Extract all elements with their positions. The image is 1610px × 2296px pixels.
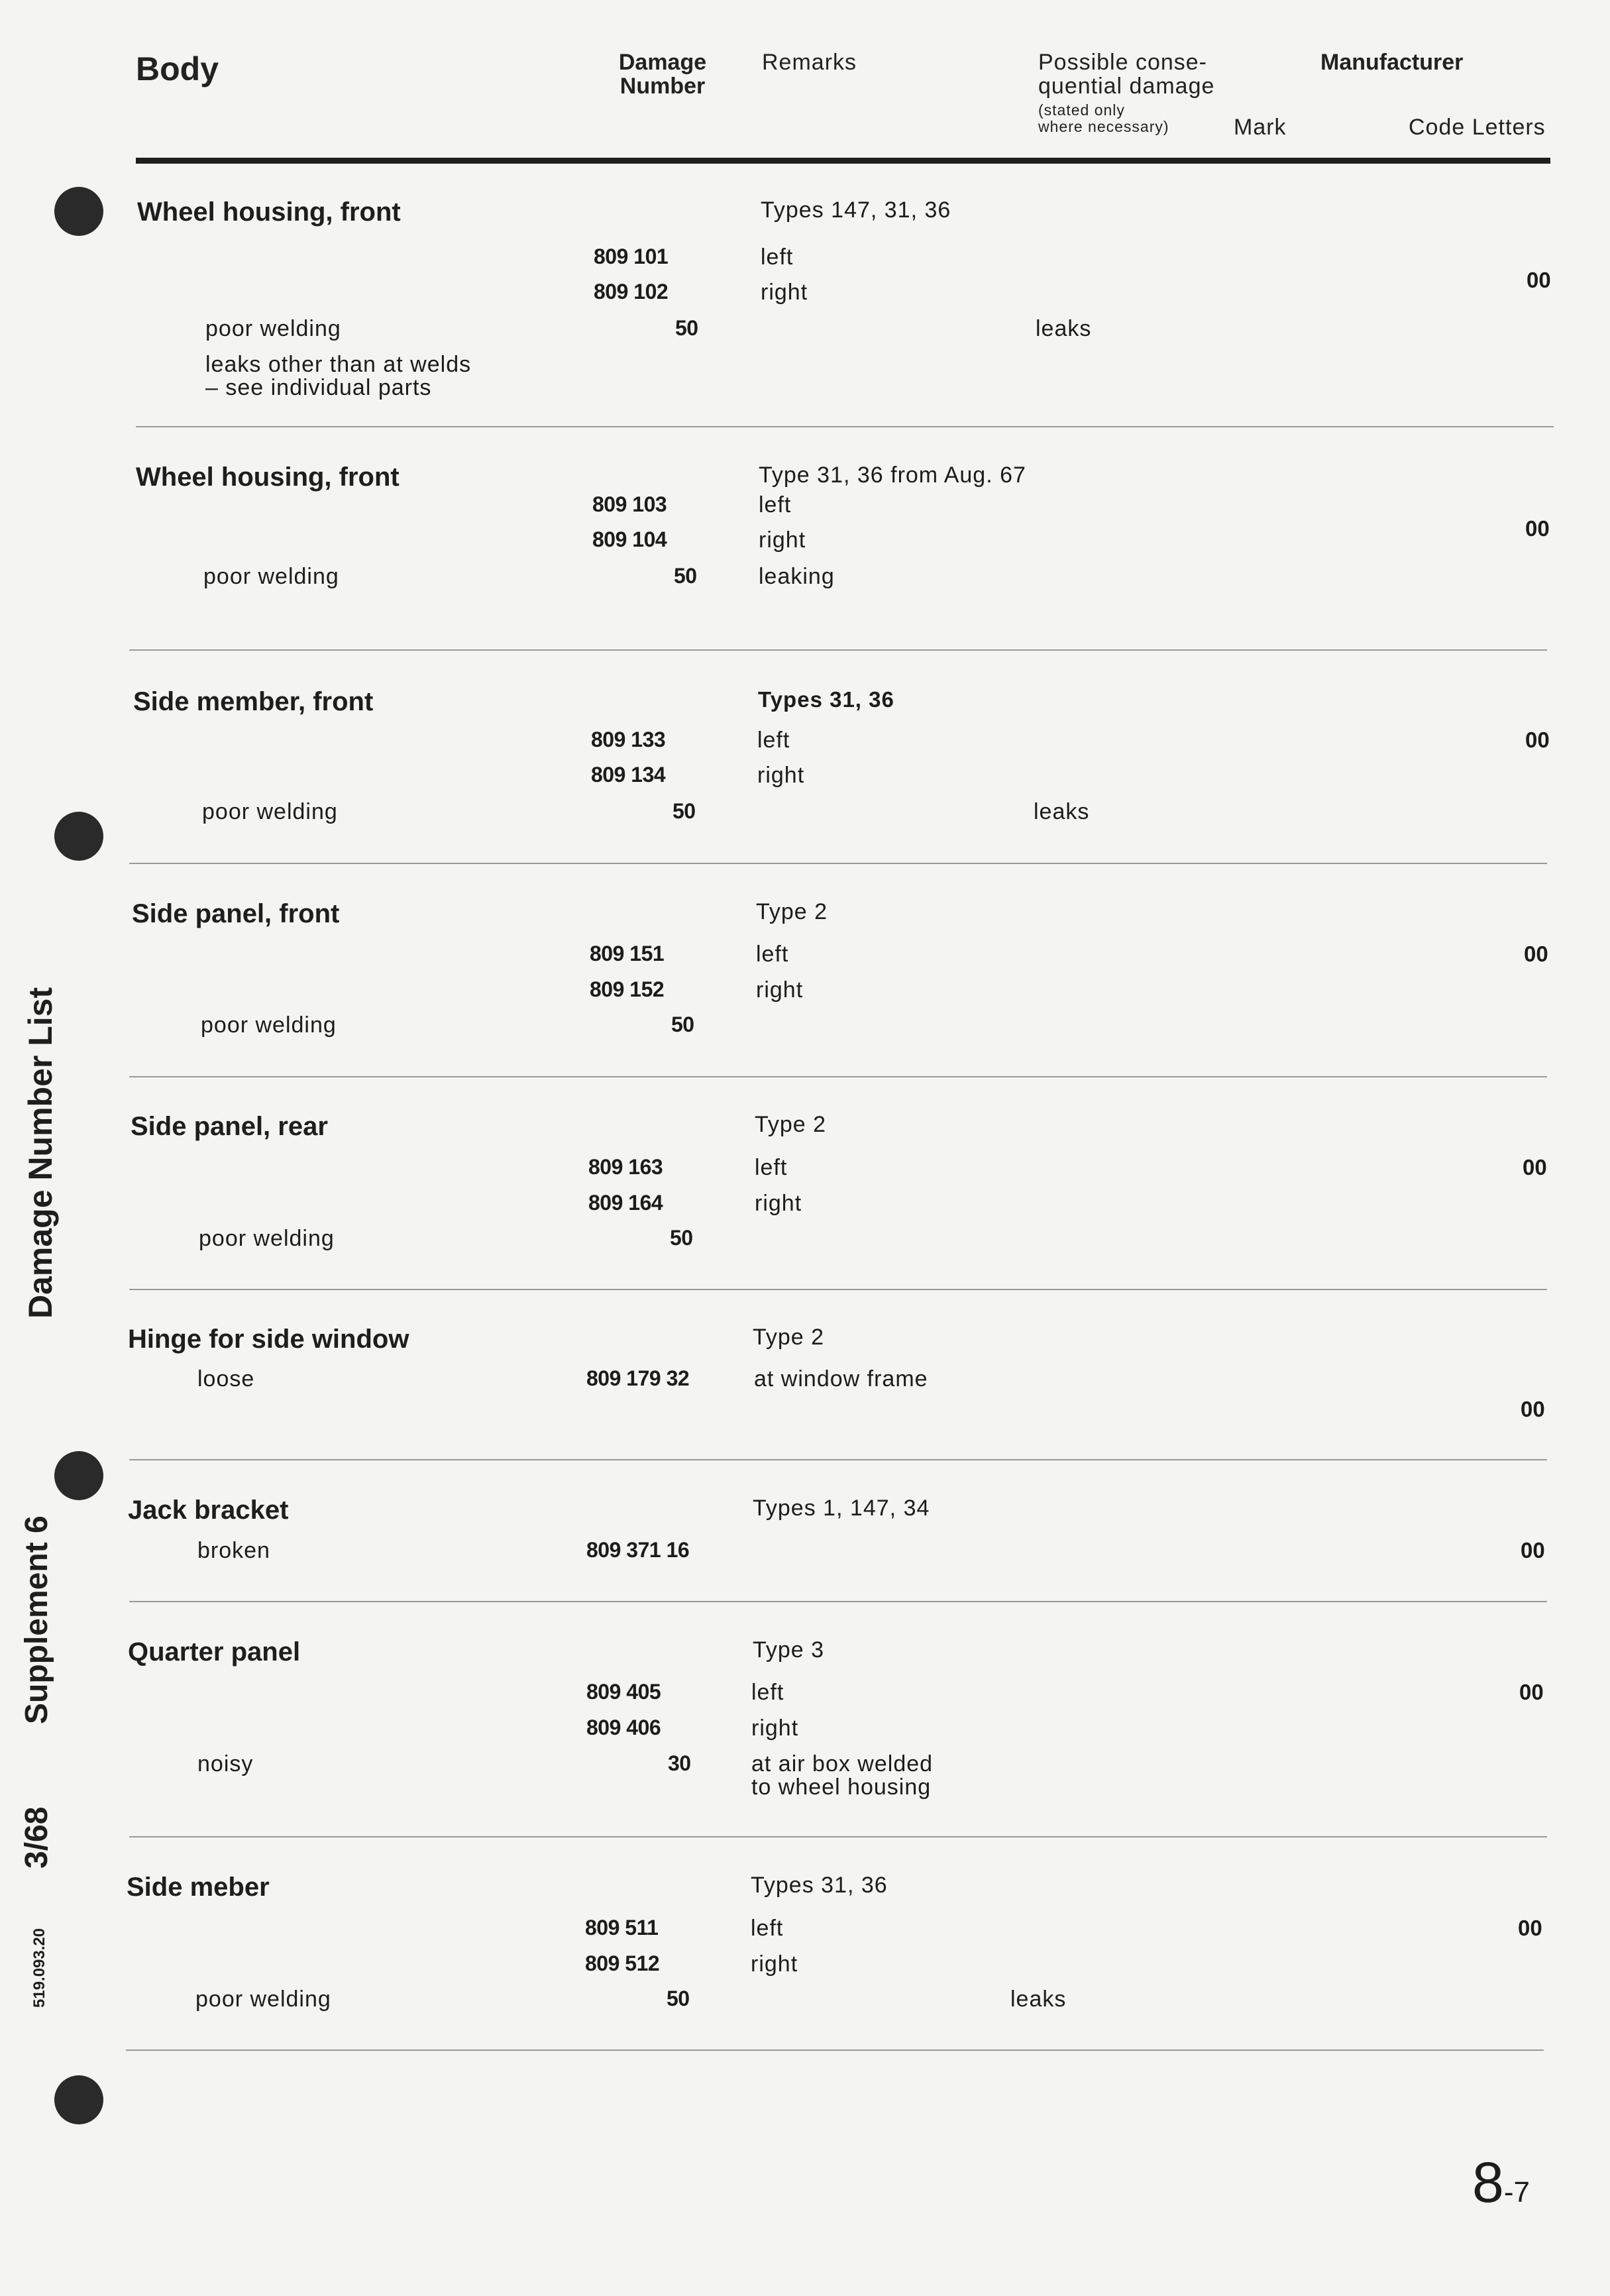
consequential-damage: leaks <box>1010 1987 1067 2012</box>
col-consequential-line2: quential damage <box>1038 74 1215 99</box>
row-remark: right <box>756 977 804 1003</box>
entry-separator <box>129 1076 1547 1077</box>
row-remark: left <box>757 728 790 753</box>
damage-number: 809 512 <box>585 1951 660 1975</box>
entry-remark: Type 3 <box>753 1637 825 1663</box>
punch-hole <box>54 187 103 236</box>
row-remark: left <box>755 1155 788 1180</box>
entry-remark: Types 1, 147, 34 <box>753 1496 930 1521</box>
damage-number: 809 134 <box>591 763 666 787</box>
defect-text: noisy <box>197 1751 254 1777</box>
col-consequential-line1: Possible conse- <box>1038 50 1208 75</box>
damage-number: 809 152 <box>590 977 665 1001</box>
col-damage-number <box>596 50 729 98</box>
defect-remark: at air box welded <box>751 1751 934 1777</box>
defect-text: poor welding <box>203 564 339 589</box>
code-letters: 00 <box>1527 268 1551 292</box>
entry-title: Side panel, rear <box>131 1112 328 1141</box>
code-letters: 00 <box>1519 1680 1544 1704</box>
punch-hole <box>54 812 103 861</box>
header-rule <box>136 158 1550 164</box>
col-code-letters: Code Letters <box>1409 115 1546 140</box>
entry-title: Side member, front <box>133 687 374 716</box>
entry-separator <box>136 426 1554 427</box>
punch-hole <box>54 2075 103 2124</box>
damage-number: 809 406 <box>586 1716 661 1739</box>
code-letters: 00 <box>1518 1916 1542 1940</box>
defect-text: poor welding <box>205 316 341 341</box>
row-remark: right <box>751 1951 798 1977</box>
entry-title: Side meber <box>127 1873 270 1902</box>
consequential-damage: leaks <box>1034 799 1090 824</box>
defect-text: poor welding <box>201 1012 337 1038</box>
consequential-damage: leaks <box>1036 316 1092 341</box>
entry-remark: Type 2 <box>756 899 828 924</box>
entry-separator <box>129 863 1547 864</box>
col-consequential-note1: (stated only <box>1038 101 1125 119</box>
entry-title: Wheel housing, front <box>137 197 401 227</box>
row-remark: left <box>759 492 792 518</box>
code-letters: 00 <box>1524 942 1548 966</box>
entry-separator <box>129 649 1547 651</box>
damage-number: 809 101 <box>594 245 669 268</box>
col-damage-number-line2: Number <box>619 74 706 99</box>
entry-remark: Types 31, 36 <box>758 687 894 712</box>
damage-number: 809 102 <box>594 280 669 303</box>
damage-number: 809 104 <box>592 527 667 551</box>
entry-remark: Types 147, 31, 36 <box>761 197 951 223</box>
damage-number: 809 405 <box>586 1680 661 1704</box>
damage-number: 809 163 <box>588 1155 663 1179</box>
defect-text: poor welding <box>202 799 338 824</box>
defect-text: broken <box>197 1538 270 1563</box>
entry-title: Side panel, front <box>132 899 340 928</box>
damage-number: 809 103 <box>592 492 667 516</box>
defect-remark: leaking <box>759 564 835 589</box>
damage-number: 809 133 <box>591 728 666 751</box>
entry-title: Hinge for side window <box>128 1325 409 1354</box>
row-remark: right <box>751 1716 799 1741</box>
entry-remark: Type 31, 36 from Aug. 67 <box>759 463 1026 488</box>
entry-separator <box>126 2050 1544 2051</box>
defect-text: loose <box>197 1366 255 1392</box>
entry-remark: Type 2 <box>753 1325 825 1350</box>
entry-title: Quarter panel <box>128 1637 301 1667</box>
damage-number: 809 164 <box>588 1191 663 1215</box>
damage-number: 809 151 <box>590 942 665 965</box>
code-letters: 00 <box>1525 728 1550 752</box>
entry-separator <box>129 1836 1547 1837</box>
row-remark: right <box>761 280 808 305</box>
defect-text: leaks other than at welds <box>205 352 472 377</box>
row-remark: right <box>755 1191 802 1216</box>
entry-separator <box>129 1601 1547 1602</box>
row-remark: left <box>761 245 794 270</box>
row-remark: right <box>759 527 806 553</box>
code-letters: 00 <box>1521 1538 1545 1562</box>
code-letters: 00 <box>1523 1155 1547 1179</box>
entry-title: Jack bracket <box>128 1496 289 1525</box>
row-remark: left <box>751 1916 784 1941</box>
defect-number: 50 <box>675 316 698 340</box>
code-letters: 00 <box>1525 516 1550 541</box>
defect-number: 809 371 16 <box>586 1538 690 1562</box>
entry-remark: Types 31, 36 <box>751 1873 888 1898</box>
row-remark: left <box>756 942 789 967</box>
defect-number: 809 179 32 <box>586 1366 690 1390</box>
defect-remark-cont: to wheel housing <box>751 1775 932 1800</box>
row-remark: right <box>757 763 805 788</box>
col-damage-number-line1: Damage <box>618 50 707 75</box>
col-remarks: Remarks <box>762 50 857 75</box>
page-number <box>1472 2150 1530 2216</box>
side-list-name: Damage Number List <box>22 987 59 1319</box>
page-number-sub: -7 <box>1503 2176 1530 2209</box>
entry-title: Wheel housing, front <box>136 463 400 492</box>
punch-hole <box>54 1451 103 1500</box>
col-mark: Mark <box>1234 115 1287 140</box>
entry-separator <box>129 1459 1547 1460</box>
defect-remark: at window frame <box>754 1366 928 1392</box>
defect-number: 30 <box>668 1751 691 1775</box>
defect-text-cont: – see individual parts <box>205 375 432 400</box>
defect-number: 50 <box>674 564 697 588</box>
side-ref: 519.093.20 <box>30 1928 48 2008</box>
code-letters: 00 <box>1521 1397 1545 1421</box>
row-remark: left <box>751 1680 784 1705</box>
defect-text: poor welding <box>195 1987 331 2012</box>
defect-number: 50 <box>667 1987 690 2010</box>
col-manufacturer: Manufacturer <box>1320 50 1464 75</box>
defect-number: 50 <box>670 1226 693 1250</box>
entry-remark: Type 2 <box>755 1112 827 1137</box>
defect-number: 50 <box>672 799 696 823</box>
entry-separator <box>129 1289 1547 1290</box>
side-supplement: Supplement 6 <box>19 1515 54 1724</box>
defect-number: 50 <box>671 1012 694 1036</box>
col-consequential <box>1038 50 1214 135</box>
col-consequential-note2: where necessary) <box>1038 118 1169 135</box>
page-number-main: 8 <box>1472 2151 1504 2214</box>
section-title: Body <box>136 50 219 87</box>
defect-text: poor welding <box>199 1226 335 1251</box>
side-date: 3/68 <box>19 1806 54 1869</box>
damage-number: 809 511 <box>585 1916 659 1940</box>
